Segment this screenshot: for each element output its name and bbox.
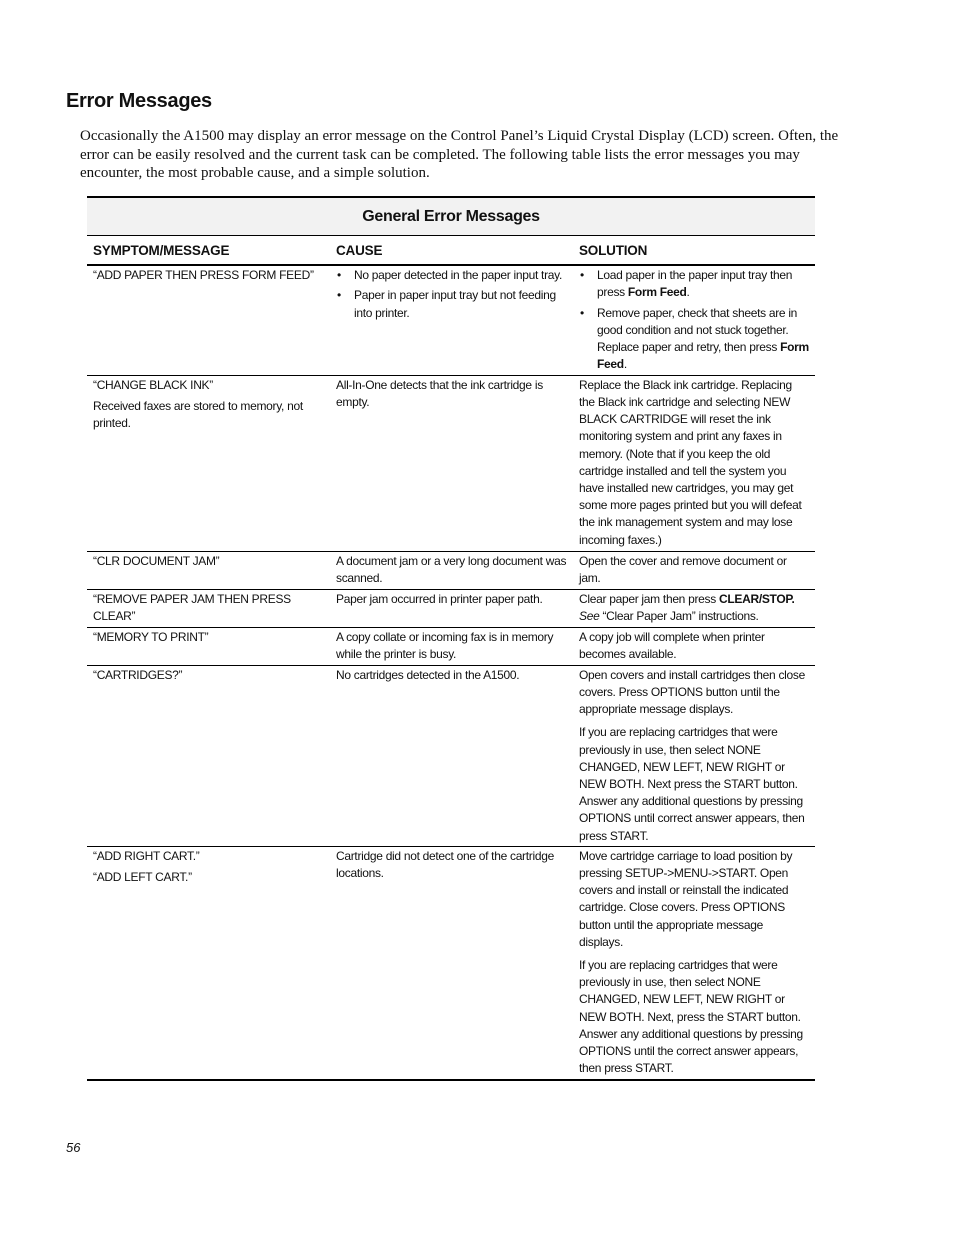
table-row <box>87 665 815 846</box>
solution-text: If you are replacing cartridges that were previously in use, then select NONE CHANGED, NEW LEFT, NEW RIGHT or NEW BOTH. Next, press the START button. Answer any additional questions by pressing OPTIONS until the correct answer appears, then press START. <box>579 957 803 1076</box>
symptom-text: “CLR DOCUMENT JAM” <box>93 553 220 568</box>
cause-cell <box>330 265 573 375</box>
symptom-text: “CARTRIDGES?” <box>93 667 183 682</box>
solution-text: Move cartridge carriage to load position by pressing SETUP->MENU->START. Open covers and install or reinstall the indicated cartridge. Close covers. Press OPTIONS button until the appropriate message displays. <box>579 848 793 949</box>
bullet-icon: • <box>337 268 341 283</box>
cause-cell <box>330 627 573 665</box>
cause-text: A copy collate or incoming fax is in memory while the printer is busy. <box>336 629 554 661</box>
table-header-row <box>87 236 815 265</box>
header-symptom: SYMPTOM/MESSAGE <box>87 236 330 265</box>
cause-cell <box>330 375 573 551</box>
symptom-text: “ADD PAPER THEN PRESS FORM FEED” <box>93 268 314 283</box>
table-title: General Error Messages <box>87 196 815 236</box>
symptom-cell <box>87 551 330 589</box>
error-messages-table <box>87 196 815 1081</box>
symptom-cell <box>87 665 330 846</box>
solution-text: A copy job will complete when printer becomes available. <box>579 629 765 661</box>
table-row <box>87 551 815 589</box>
solution-text: Replace the Black ink cartridge. Replacing the Black ink cartridge and selecting NEW BLACK CARTRIDGE will reset the ink monitoring system and print any faxes in memory. (Note that if you keep the old cartridge installed and tell the system you have installed new cartridges, you may get some more pages printed but you will defeat the ink management system and may lose incoming faxes.) <box>579 377 802 547</box>
bullet-icon: • <box>580 268 584 283</box>
symptom-note: Received faxes are stored to memory, not printed. <box>93 398 303 431</box>
list-item: • Paper in paper input tray but not feeding into printer. <box>337 288 556 320</box>
symptom-text: “REMOVE PAPER JAM THEN PRESS CLEAR” <box>93 591 291 623</box>
list-item: • No paper detected in the paper input tray. <box>336 267 567 284</box>
solution-cell <box>573 589 815 627</box>
symptom-text: “ADD RIGHT CART.” <box>93 848 200 863</box>
page-number: 56 <box>66 1140 81 1155</box>
symptom-text: “MEMORY TO PRINT” <box>93 629 209 644</box>
solution-cell <box>573 551 815 589</box>
solution-cell <box>573 375 815 551</box>
symptom-text: “CHANGE BLACK INK” <box>93 377 213 392</box>
solution-cell <box>573 846 815 1080</box>
table-row <box>87 589 815 627</box>
cause-cell <box>330 665 573 846</box>
cause-text: No cartridges detected in the A1500. <box>336 667 520 682</box>
intro-paragraph: Occasionally the A1500 may display an error message on the Control Panel’s Liquid Crystal Display (LCD) screen. Often, the error can be easily resolved and the current task can be completed. The following table lists the error messages you may encounter, the most probable cause, and a simple solution. <box>80 128 839 181</box>
list-item: • Load paper in the paper input tray then press Form Feed. <box>580 268 793 300</box>
symptom-text: “ADD LEFT CART.” <box>93 869 192 884</box>
list-item: • Remove paper, check that sheets are in good condition and not stuck together. Replace paper and retry, then press Form Feed. <box>580 305 809 372</box>
cause-text: Paper jam occurred in printer paper path. <box>336 591 543 606</box>
solution-text: If you are replacing cartridges that were previously in use, then select NONE CHANGED, NEW LEFT, NEW RIGHT or NEW BOTH. Next press the START button. Answer any additional questions by pressing OPTIONS until correct answer appears, then press START. <box>579 725 805 843</box>
solution-cell <box>573 665 815 846</box>
symptom-cell <box>87 627 330 665</box>
bullet-icon: • <box>580 305 584 320</box>
cause-text: A document jam or a very long document was scanned. <box>336 553 567 585</box>
symptom-cell <box>87 375 330 551</box>
cause-text: Cartridge did not detect one of the cartridge locations. <box>336 848 554 880</box>
cause-cell <box>330 846 573 1080</box>
header-cause: CAUSE <box>330 236 573 265</box>
symptom-cell <box>87 589 330 627</box>
solution-text: Open the cover and remove document or jam. <box>579 553 787 585</box>
header-solution: SOLUTION <box>573 236 815 265</box>
cause-cell <box>330 589 573 627</box>
cause-text: All-In-One detects that the ink cartridge is empty. <box>336 377 543 409</box>
symptom-cell <box>87 265 330 375</box>
cause-cell <box>330 551 573 589</box>
table-row <box>87 265 815 375</box>
page-title: Error Messages <box>66 90 212 112</box>
table-row <box>87 375 815 551</box>
solution-cell <box>573 627 815 665</box>
bullet-icon: • <box>337 288 341 303</box>
solution-cell <box>573 265 815 375</box>
solution-text: Clear paper jam then press CLEAR/STOP. See “Clear Paper Jam” instructions. <box>579 591 795 623</box>
solution-text: Open covers and install cartridges then close covers. Press OPTIONS button until the appropriate message displays. <box>579 667 805 717</box>
table-row <box>87 846 815 1080</box>
table-row <box>87 627 815 665</box>
symptom-cell <box>87 846 330 1080</box>
